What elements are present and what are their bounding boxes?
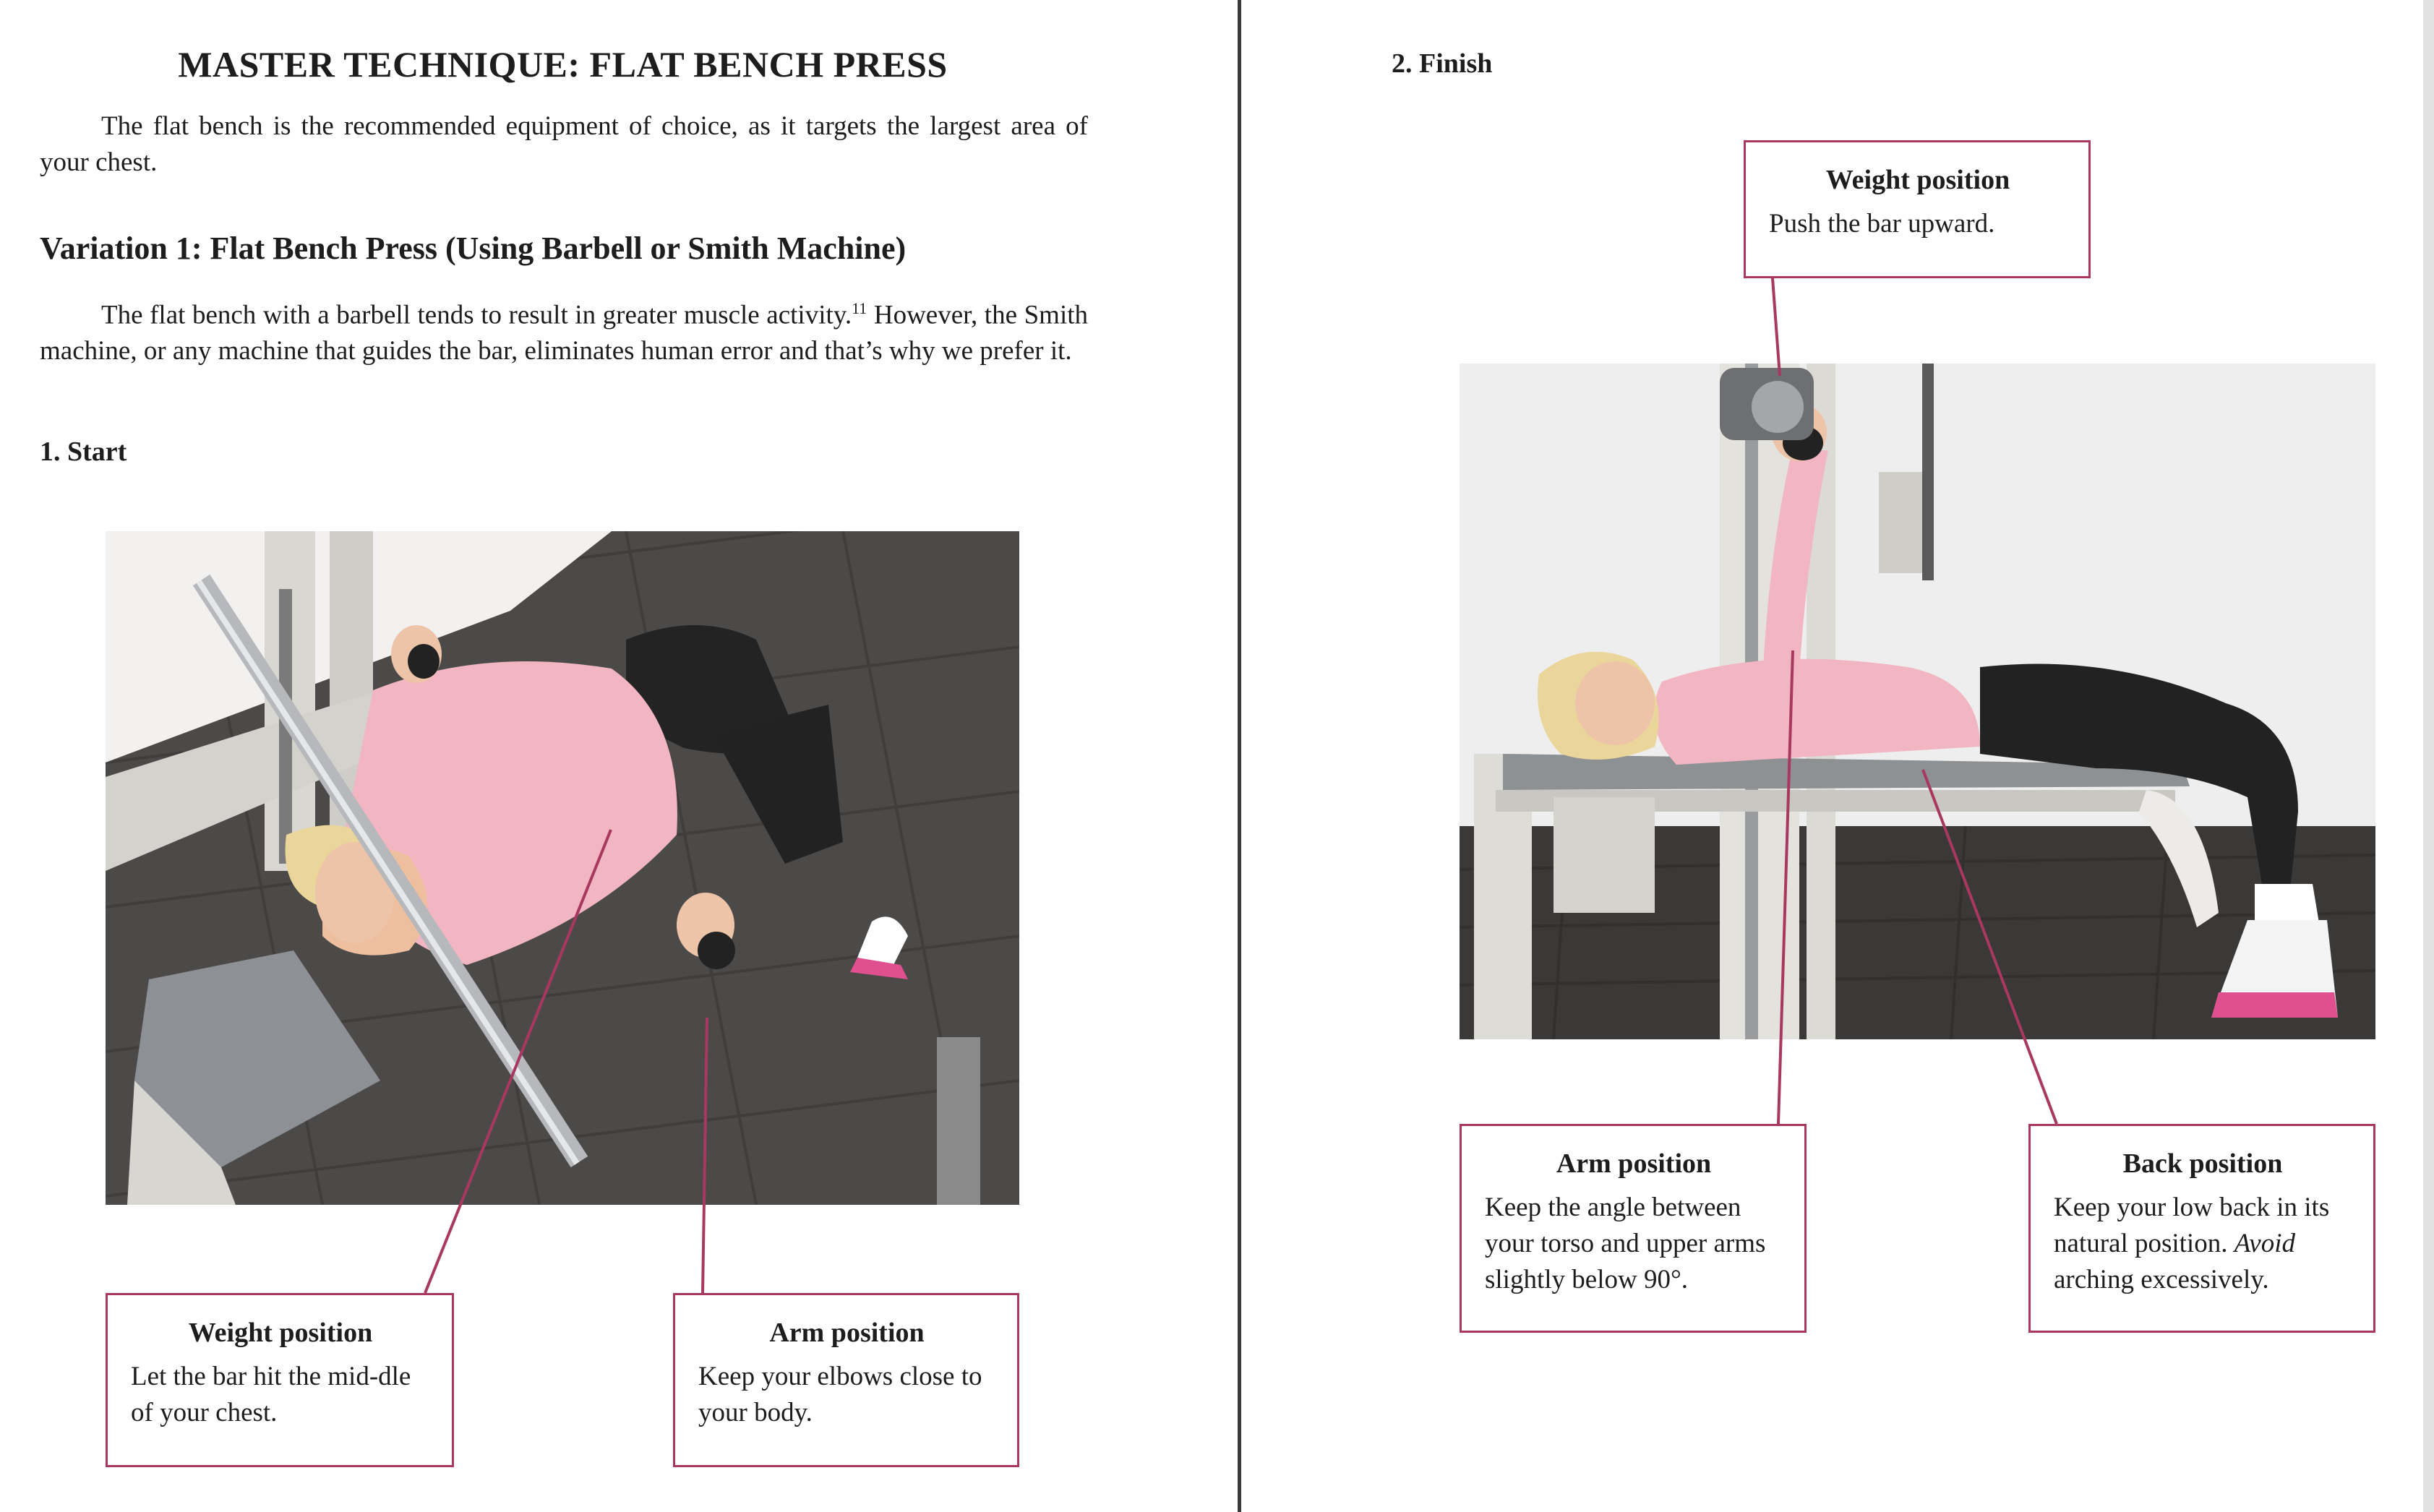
step-finish-label: 2. Finish [1392, 48, 1493, 79]
callout-title: Weight position [1825, 165, 2010, 195]
weight-position-callout-start [106, 1293, 454, 1467]
callout-text: Push the bar upward. [1769, 209, 1995, 239]
page-divider [1238, 0, 1241, 1512]
arm-position-callout-start [673, 1293, 1019, 1467]
callout-text: Let the bar hit the mid-dle of your chest. [131, 1362, 411, 1427]
variation-paragraph [40, 291, 1088, 369]
step-start-label: 1. Start [40, 437, 127, 467]
variation-text-cont: However, the Smith machine, or any machine that guides the bar, eliminates human error and that’s why we prefer it. [40, 300, 1089, 366]
callout-text: Keep your low back in its natural position. Avoid arching excessively. [2054, 1193, 2330, 1294]
callout-title: Arm position [769, 1318, 925, 1348]
page-edge [2423, 0, 2434, 1512]
callout-text: Keep your elbows close to your body. [698, 1362, 982, 1427]
callout-title: Arm position [1556, 1148, 1712, 1179]
variation-text: The flat bench with a barbell tends to result in greater muscle activity. [101, 300, 852, 330]
page-title: MASTER TECHNIQUE: FLAT BENCH PRESS [178, 44, 948, 85]
variation-heading: Variation 1: Flat Bench Press (Using Barbell or Smith Machine) [40, 231, 907, 266]
start-position-photo [106, 531, 1019, 1205]
weight-leader-finish [1773, 278, 1780, 376]
finish-position-photo [1460, 364, 2375, 1039]
callout-title: Back position [2122, 1148, 2283, 1179]
footnote-marker: 11 [852, 299, 867, 317]
intro-paragraph [40, 108, 1088, 181]
callout-text: Keep the angle between your torso and upper arms slightly below 90°. [1485, 1193, 1766, 1294]
intro-text: The flat bench is the recommended equipment of choice, as it targets the largest area of your chest. [40, 111, 1088, 177]
weight-position-callout-finish [1744, 140, 2091, 278]
callout-title: Weight position [188, 1318, 373, 1348]
arm-position-callout-finish [1460, 1124, 1807, 1333]
back-position-callout-finish [2028, 1124, 2375, 1333]
